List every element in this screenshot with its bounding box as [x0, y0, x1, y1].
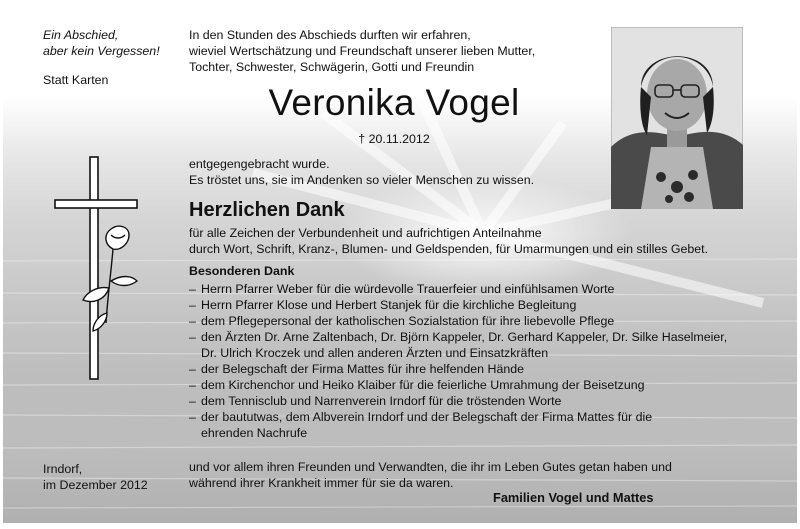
list-item: – dem Tennisclub und Narrenverein Irndorf für die tröstenden Worte [189, 393, 727, 409]
continuation-line-1: entgegengebracht wurde. [189, 157, 330, 171]
list-item: – der baututwas, dem Albverein Irndorf und der Belegschaft der Firma Mattes für die [189, 409, 727, 425]
list-item: – dem Kirchenchor und Heiko Klaiber für die feierliche Umrahmung der Beisetzung [189, 377, 727, 393]
list-item: – Herrn Pfarrer Weber für die würdevolle Trauerfeier und einfühlsamen Worte [189, 281, 727, 297]
closing-line-1: und vor allem ihren Freunden und Verwandten, die ihr im Leben Gutes getan haben und [189, 460, 672, 474]
baututwas-continuation: ehrenden Nachrufe [201, 426, 308, 440]
place-line: Irndorf, [43, 462, 83, 476]
intro-line-1: In den Stunden des Abschieds durften wir erfahren, [189, 28, 471, 42]
list-item-continuation [189, 425, 727, 441]
continuation-line-2: Es tröstet uns, sie im Andenken so vieler Menschen zu wissen. [189, 173, 535, 187]
intro-line-3: Tochter, Schwester, Schwägerin, Gotti und Freundin [189, 60, 475, 74]
list-item-continuation [189, 345, 727, 361]
motto-line-1: Ein Abschied, [43, 28, 119, 42]
date-line: im Dezember 2012 [43, 478, 148, 492]
thanks-line-2: durch Wort, Schrift, Kranz-, Blumen- und Geldspenden, für Umarmungen und ein stilles Gebet. [189, 242, 709, 256]
special-thanks-heading: Besonderen Dank [189, 264, 295, 278]
list-item: – dem Pflegepersonal der katholischen Sozialstation für ihre liebevolle Pflege [189, 313, 727, 329]
motto-line-2: aber kein Vergessen! [43, 44, 160, 58]
list-item: – Herrn Pfarrer Klose und Herbert Stanjek für die kirchliche Begleitung [189, 297, 727, 313]
doctors-continuation: Dr. Ulrich Kroczek und allen anderen Ärzten und Einsatzkräften [201, 346, 549, 360]
thanks-heading: Herzlichen Dank [189, 199, 345, 221]
list-item: – den Ärzten Dr. Arne Zaltenbach, Dr. Björn Kappeler, Dr. Gerhard Kappeler, Dr. Silke Haselmeier, [189, 329, 727, 345]
obituary-card [3, 3, 797, 523]
statt-karten-label: Statt Karten [43, 73, 109, 87]
thanks-line-1: für alle Zeichen der Verbundenheit und aufrichtigen Anteilnahme [189, 226, 542, 240]
signature: Familien Vogel und Mattes [493, 490, 654, 505]
deceased-name: Veronika Vogel [268, 82, 520, 123]
death-date: † 20.11.2012 [358, 132, 430, 146]
portrait-photo [611, 27, 743, 209]
special-thanks-list [189, 281, 727, 441]
intro-line-2: wieviel Wertschätzung und Freundschaft unserer lieben Mutter, [189, 44, 536, 58]
list-item: – der Belegschaft der Firma Mattes für ihre helfenden Hände [189, 361, 727, 377]
cross-with-rose-icon [51, 153, 141, 383]
closing-line-2: während ihrer Krankheit immer für sie da waren. [189, 476, 454, 490]
